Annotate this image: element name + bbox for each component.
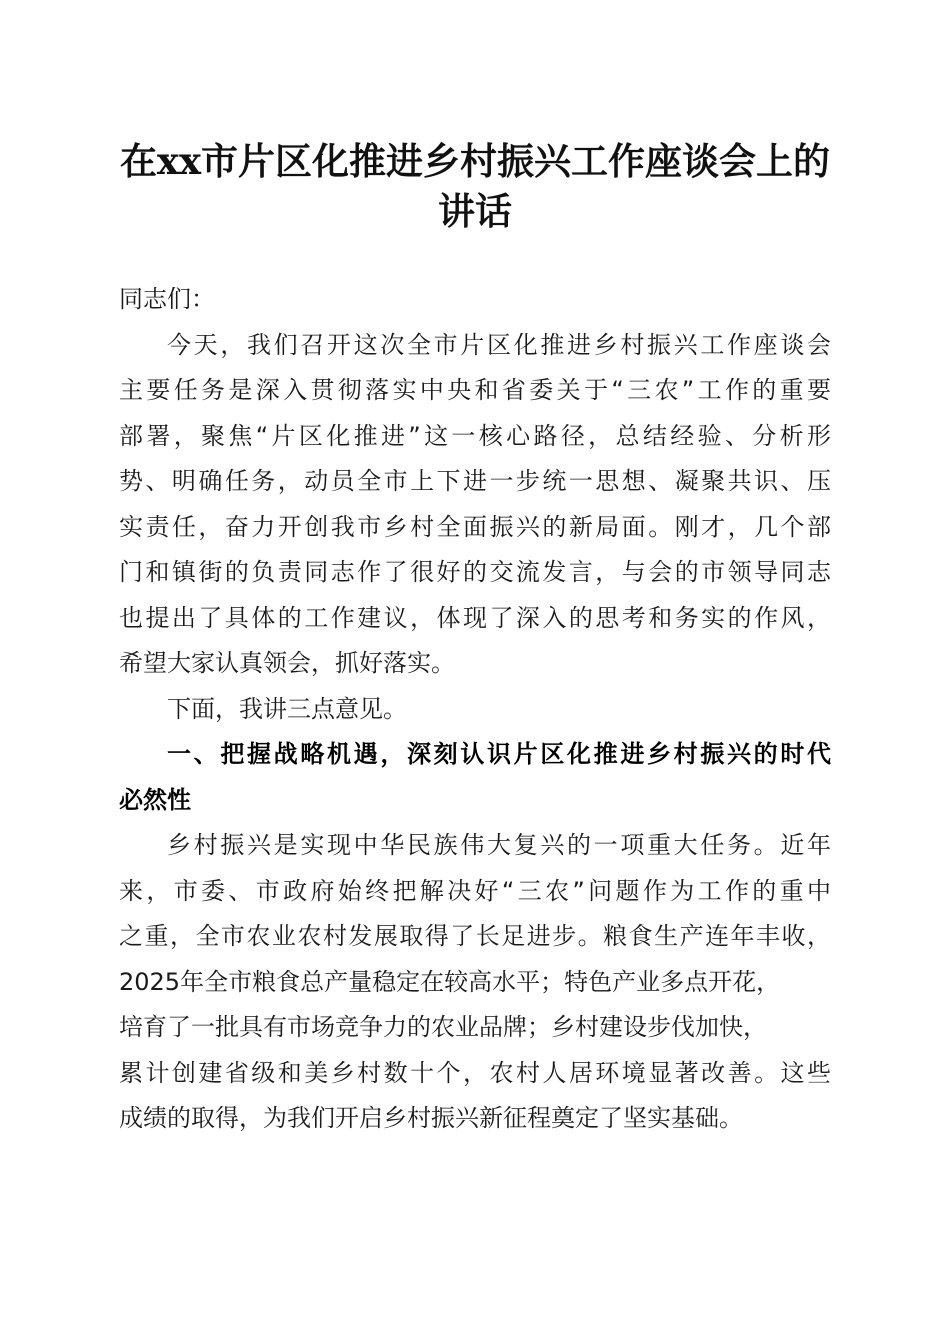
paragraph-line: 来，市委、市政府始终把解决好“三农”问题作为工作的重中: [119, 876, 831, 905]
paragraph-line: 今天，我们召开这次全市片区化推进乡村振兴工作座谈会: [167, 330, 831, 359]
paragraph-line: 希望大家认真领会，抓好落实。: [119, 649, 455, 677]
title-line-2: 讲话: [438, 189, 512, 233]
paragraph-transition: 下面，我讲三点意见。: [167, 694, 407, 723]
paragraph-line: 累计创建省级和美乡村数十个，农村人居环境显著改善。这些: [119, 1058, 831, 1087]
paragraph-line: 势、明确任务，动员全市上下进一步统一思想、凝聚共识、压: [119, 467, 831, 495]
paragraph-line: 门和镇街的负责同志作了很好的交流发言，与会的市领导同志: [119, 558, 831, 586]
paragraph-line: 实责任，奋力开创我市乡村全面振兴的新局面。刚才，几个部: [119, 512, 831, 541]
title-line-1: 在xx市片区化推进乡村振兴工作座谈会上的: [119, 139, 831, 183]
heading-line: 必然性: [119, 785, 191, 814]
heading-line: 一、把握战略机遇，深刻认识片区化推进乡村振兴的时代: [167, 740, 831, 768]
paragraph-line: 培育了一批具有市场竞争力的农业品牌；乡村建设步伐加快，: [119, 1013, 767, 1041]
document-body: [119, 277, 831, 1142]
paragraph-line: 也提出了具体的工作建议，体现了深入的思考和务实的作风，: [119, 603, 831, 632]
paragraph-line: 之重，全市农业农村发展取得了长足进步。粮食生产连年丰收，: [119, 922, 831, 950]
paragraph-line: 成绩的取得，为我们开启乡村振兴新征程奠定了坚实基础。: [119, 1104, 743, 1132]
paragraph-intro: [119, 323, 831, 687]
section-1-heading: [119, 732, 831, 823]
paragraph-line: 2025年全市粮食总产量稳定在较高水平；特色产业多点开花，: [119, 967, 781, 996]
paragraph-line: 乡村振兴是实现中华民族伟大复兴的一项重大任务。近年: [167, 831, 831, 859]
document-title: [100, 136, 850, 236]
salutation: 同志们：: [119, 285, 215, 313]
paragraph-line: 主要任务是深入贯彻落实中央和省委关于“三农”工作的重要: [119, 376, 831, 404]
paragraph-achievements: [119, 823, 831, 1142]
paragraph-line: 部署，聚焦“片区化推进”这一核心路径，总结经验、分析形: [119, 421, 831, 450]
